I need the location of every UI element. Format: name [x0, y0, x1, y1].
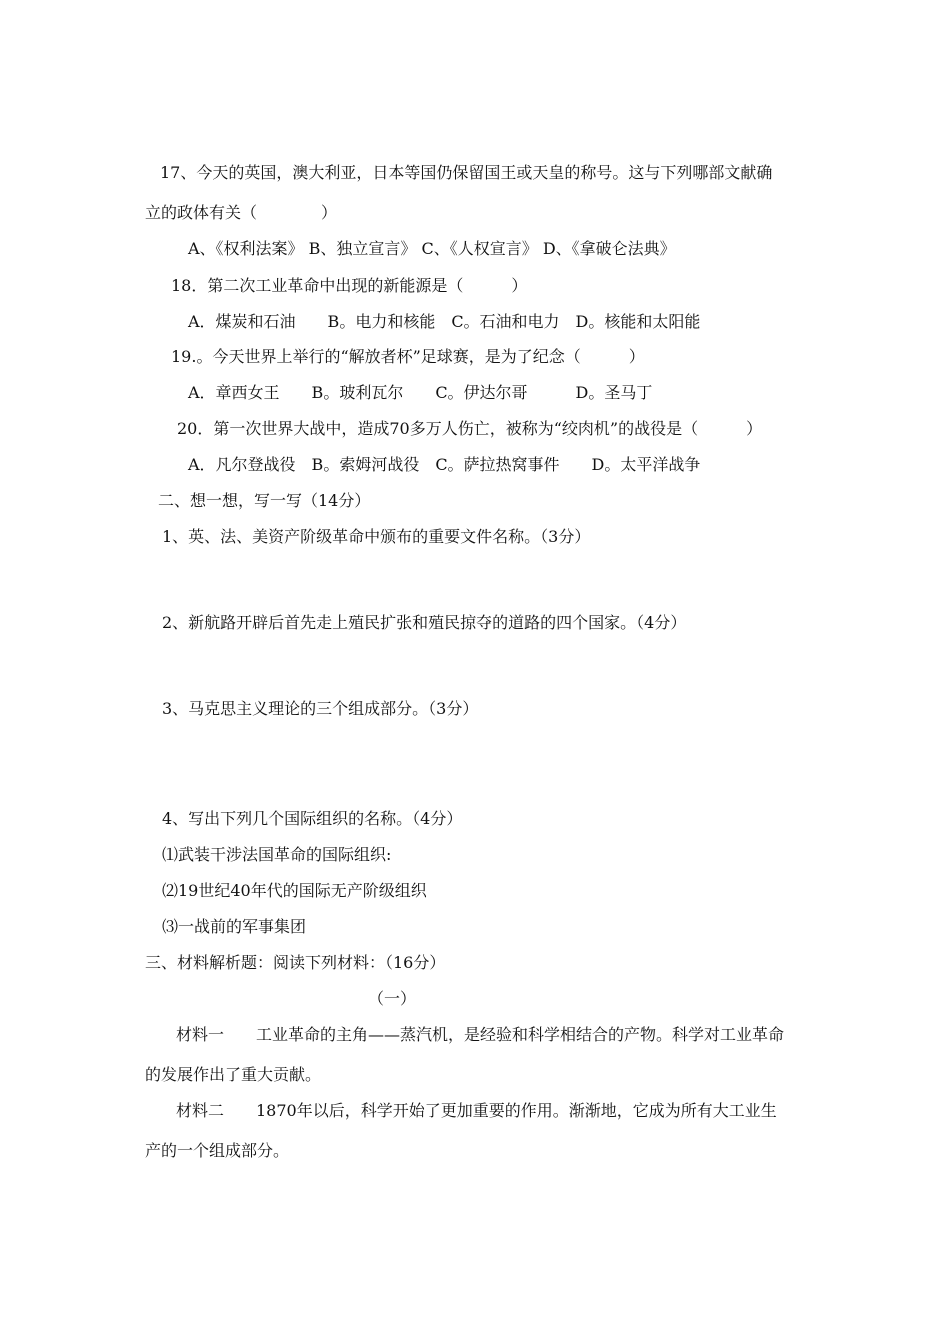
- question-18-options: A．煤炭和石油 B。电力和核能 C。石油和电力 D。核能和太阳能: [188, 312, 701, 331]
- question-19-options: A．章西女王 B。玻利瓦尔 C。伊达尔哥 D。圣马丁: [188, 383, 653, 402]
- section-3-part-title: （一）: [368, 989, 417, 1008]
- question-17-text: 17、今天的英国，澳大利亚，日本等国仍保留国王或天皇的称号。这与下列哪部文献确: [160, 163, 773, 182]
- section-2-item-3: 3、马克思主义理论的三个组成部分。（3分）: [162, 699, 479, 718]
- section-2-item-4: 4、写出下列几个国际组织的名称。（4分）: [162, 809, 463, 828]
- section-2-heading: 二、想一想，写一写（14分）: [158, 491, 371, 510]
- question-18-text: 18．第二次工业革命中出现的新能源是（ ）: [171, 276, 528, 295]
- section-2-subitem-1: ⑴武装干涉法国革命的国际组织:: [162, 845, 392, 864]
- question-19-text: 19.。今天世界上举行的“解放者杯”足球赛，是为了纪念（ ）: [171, 347, 645, 366]
- section-3-heading: 三、材料解析题：阅读下列材料：（16分）: [145, 953, 446, 972]
- material-2-text: 材料二 1870年以后，科学开始了更加重要的作用。渐渐地，它成为所有大工业生: [176, 1101, 777, 1120]
- material-1-text: 材料一 工业革命的主角——蒸汽机，是经验和科学相结合的产物。科学对工业革命: [176, 1025, 785, 1044]
- question-17-options: A、《权利法案》 B、独立宣言》 C、《人权宣言》 D、《拿破仑法典》: [188, 239, 676, 258]
- question-17-text-cont: 立的政体有关（ ）: [145, 203, 338, 222]
- section-2-subitem-3: ⑶一战前的军事集团: [162, 917, 307, 936]
- question-20-text: 20．第一次世界大战中，造成70多万人伤亡，被称为“绞肉机”的战役是（ ）: [177, 419, 763, 438]
- material-2-text-cont: 产的一个组成部分。: [145, 1141, 290, 1160]
- section-2-item-2: 2、新航路开辟后首先走上殖民扩张和殖民掠夺的道路的四个国家。（4分）: [162, 613, 687, 632]
- section-2-subitem-2: ⑵19世纪40年代的国际无产阶级组织: [162, 881, 427, 900]
- section-2-item-1: 1、英、法、美资产阶级革命中颁布的重要文件名称。（3分）: [162, 527, 591, 546]
- question-20-options: A．凡尔登战役 B。索姆河战役 C。萨拉热窝事件 D。太平洋战争: [188, 455, 701, 474]
- material-1-text-cont: 的发展作出了重大贡献。: [145, 1065, 322, 1084]
